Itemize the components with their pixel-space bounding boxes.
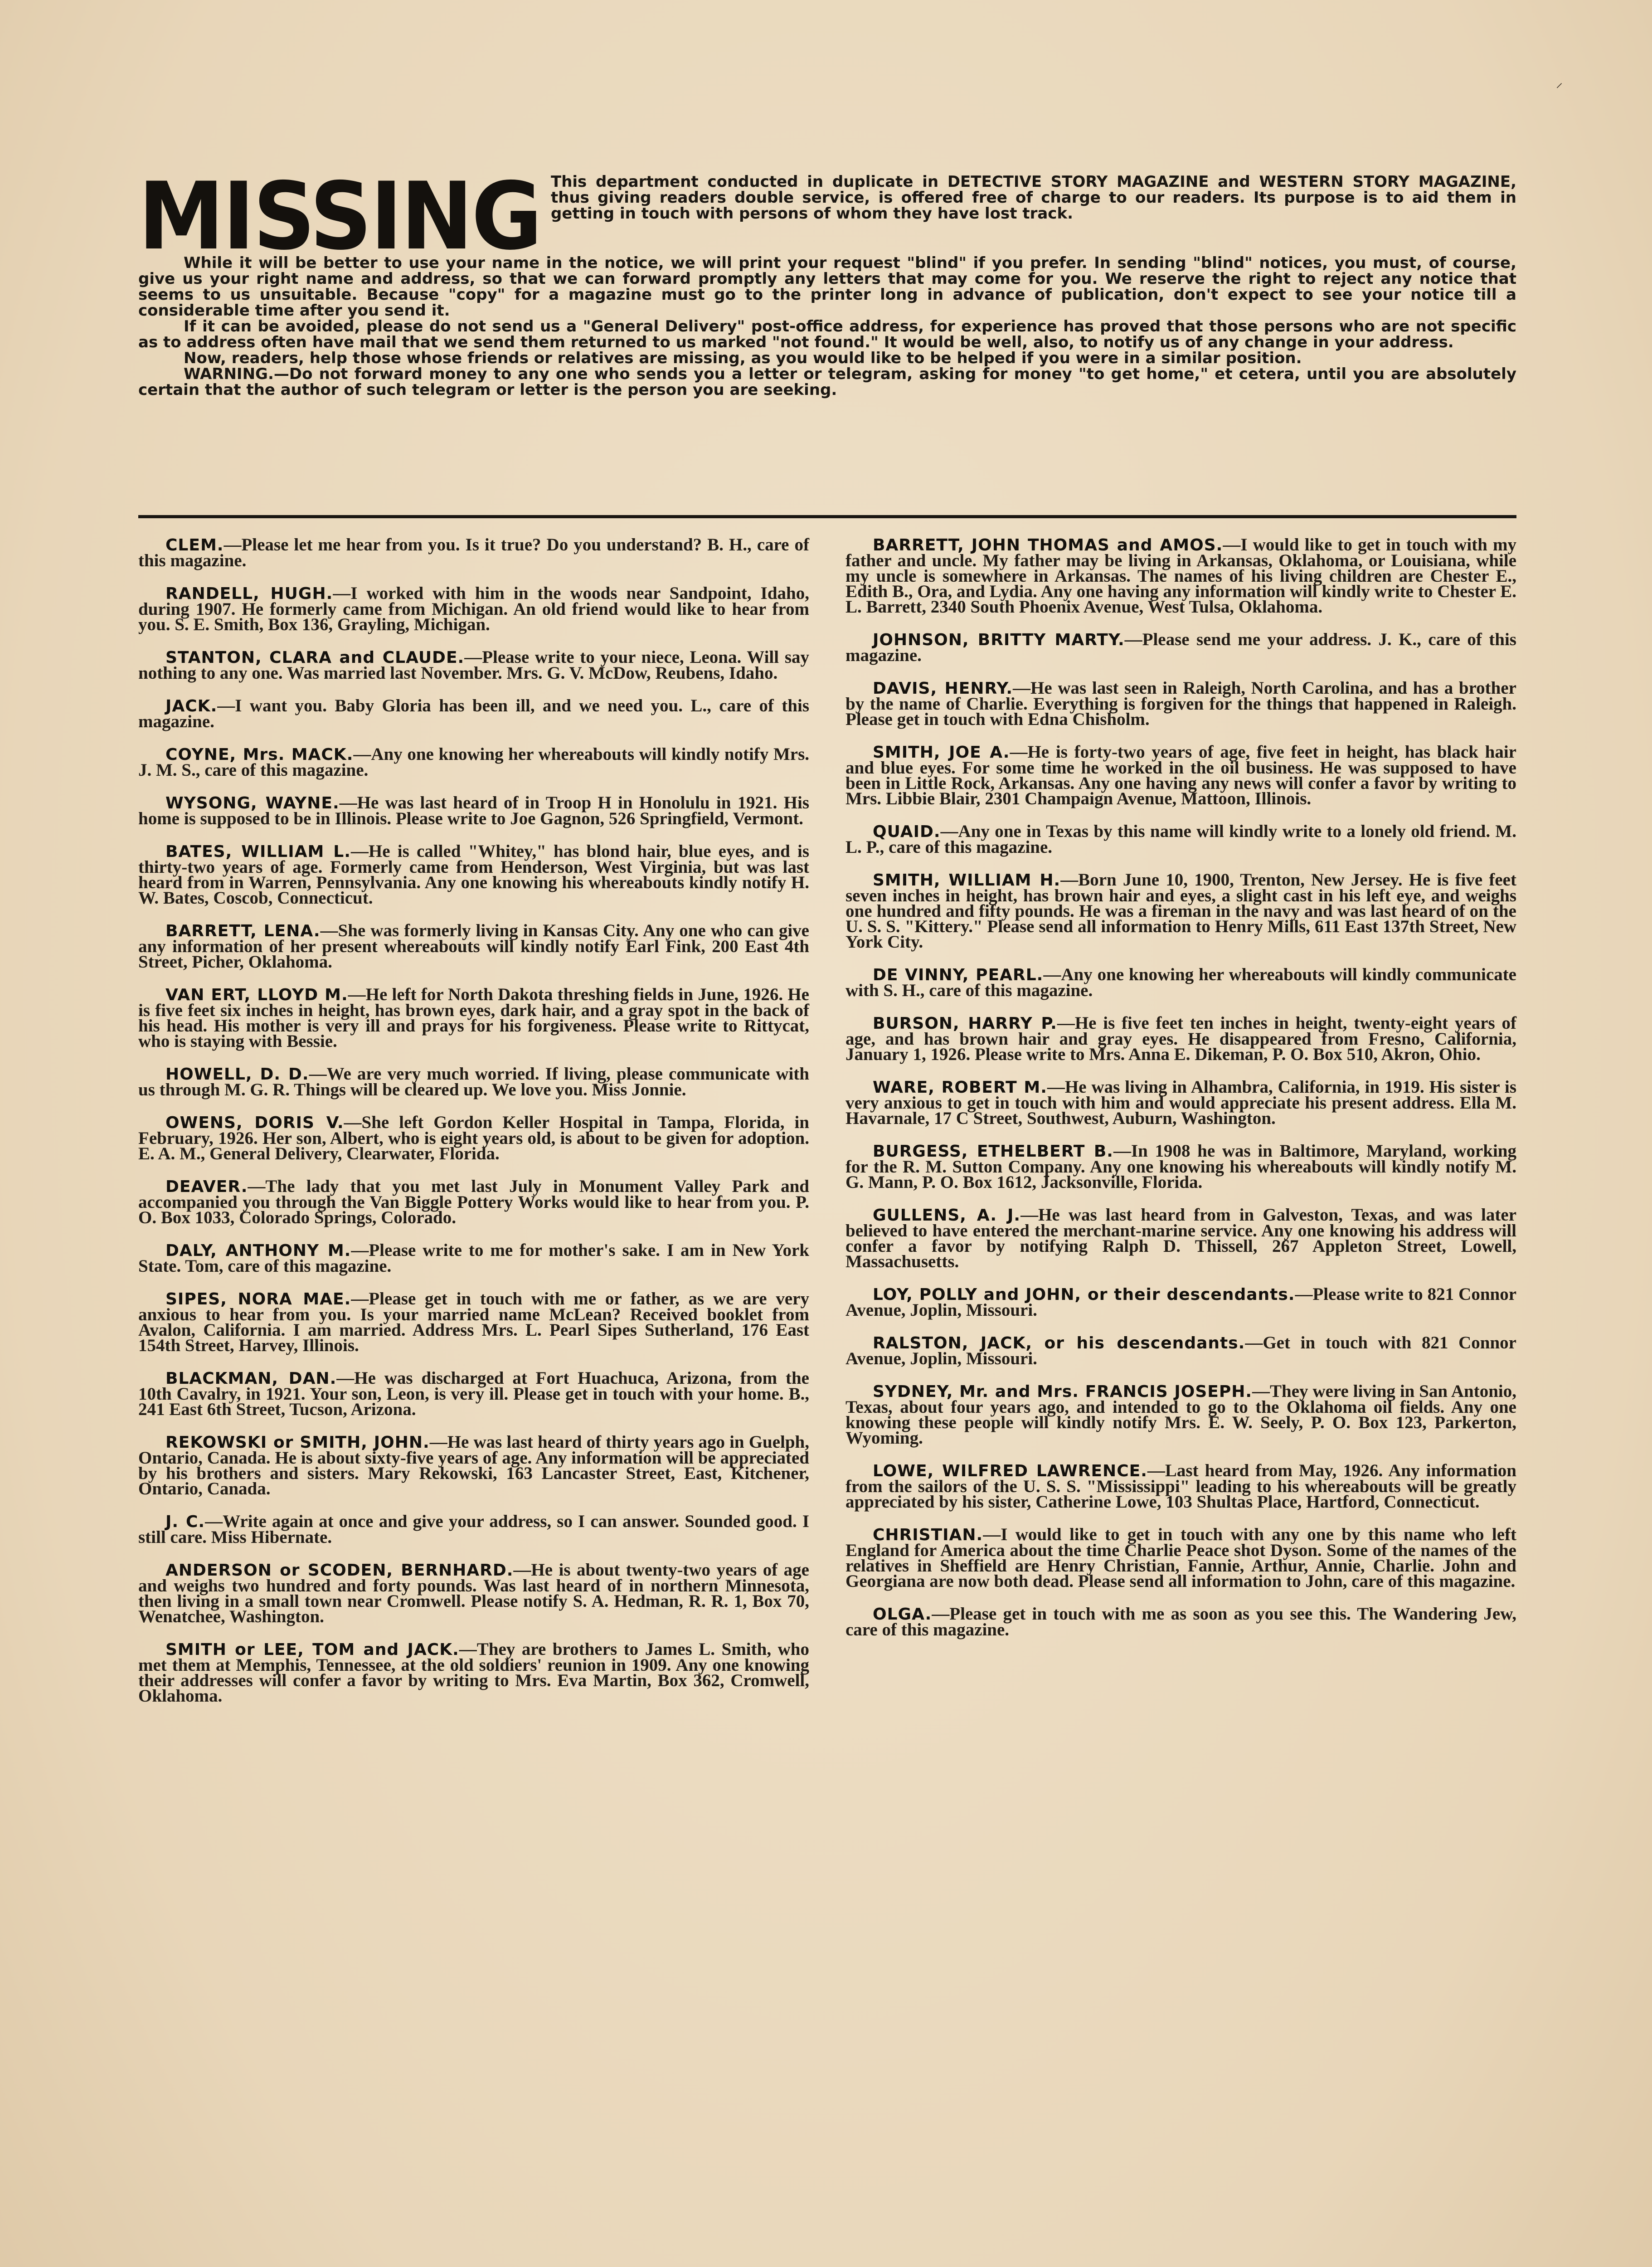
- notice-text: —In 1908 he was in Baltimore, Maryland, working for the R. M. Sutton Company. Any one knowing his whereabouts will kindly notify M. G. Mann, P. O. Box 1612, Jacksonville, Florida.: [845, 1141, 1516, 1192]
- missing-notice: [845, 1384, 1516, 1446]
- notice-text: —He was discharged at Fort Huachuca, Arizona, from the 10th Cavalry, in 1921. Your son, Leon, is very ill. Please get in touch with your home. B., 241 East 6th Street, Tucson, Arizona.: [138, 1368, 809, 1419]
- notice-text: —I would like to get in touch with any one by this name who left England for America about the time Charlie Peace shot Dyson. Some of the names of the relatives in Sheffield are Henry Christian, Fannie, Arthur, Annie, Charlie. John and Georgiana are now both dead. Please send all information to John, care of this magazine.: [845, 1525, 1516, 1591]
- corner-mark: ⸝: [1556, 75, 1563, 91]
- missing-notice: [845, 1284, 1517, 1320]
- missing-notice: [138, 1639, 809, 1706]
- notice-text: —He is called "Whitey," has blond hair, blue eyes, and is thirty-two years of age. Formerly came from Henderson, West Virginia, but was last heard from in Warren, Pennsylvania. Any one knowing his whereabouts kindly notify H. W. Bates, Coscob, Connecticut.: [138, 842, 809, 908]
- missing-notice: [138, 1243, 809, 1274]
- missing-notice: [138, 844, 809, 906]
- notice-text: —They were living in San Antonio, Texas, about four years ago, and intended to go to the Oklahoma oil fields. Any one knowing these people will kindly notify Mrs. E. W. Seely, P. O. Box 123, Parkerton, Wyoming.: [845, 1382, 1516, 1448]
- notice-name: WYSONG, WAYNE.: [165, 794, 340, 812]
- notice-name: JOHNSON, BRITTY MARTY.: [873, 631, 1125, 649]
- notice-name: CLEM.: [165, 536, 224, 555]
- notice-name: SYDNEY, Mr. and Mrs. FRANCIS JOSEPH.: [873, 1382, 1253, 1401]
- notice-text: —She was formerly living in Kansas City. Any one who can give any information of her present whereabouts will kindly notify Earl Fink, 200 East 4th Street, Picher, Oklahoma.: [138, 921, 809, 972]
- missing-notice: [845, 678, 1516, 729]
- notice-name: OLGA.: [873, 1605, 932, 1624]
- notice-text: —Any one in Texas by this name will kindly write to a lonely old friend. M. L. P., care of this magazine.: [845, 822, 1516, 857]
- missing-notice: [845, 872, 1516, 950]
- notice-text: —He is forty-two years of age, five feet in height, has black hair and blue eyes. For some time he worked in the oil business. He was supposed to have been in Little Rock, Arkansas. Any one having any news will confer a favor by writing to Mrs. Libbie Blair, 2301 Champaign Avenue, Mattoon, Illinois.: [845, 742, 1516, 808]
- missing-notice: [845, 537, 1516, 615]
- notice-text: —I worked with him in the woods near Sandpoint, Idaho, during 1907. He formerly came from Michigan. An old friend would like to hear from you. S. E. Smith, Box 136, Grayling, Michigan.: [138, 584, 809, 634]
- missing-notice: [138, 1066, 809, 1098]
- notice-text: —Please send me your address. J. K., care of this magazine.: [845, 630, 1516, 665]
- notice-text: —We are very much worried. If living, please communicate with us through M. G. R. Things will be cleared up. We love you. Miss Jonnie.: [138, 1064, 809, 1099]
- notice-name: BLACKMAN, DAN.: [165, 1369, 337, 1388]
- notice-text: —Please let me hear from you. Is it true? Do you understand? B. H., care of this magazine.: [138, 535, 809, 570]
- notice-text: —I want you. Baby Gloria has been ill, and we need you. L., care of this magazine.: [138, 696, 809, 731]
- missing-title: MISSING: [138, 163, 541, 271]
- notice-text: —Please write to me for mother's sake. I am in New York State. Tom, care of this magazine.: [138, 1241, 809, 1276]
- intro-first-paragraph: This department conducted in duplicate in DETECTIVE STORY MAGAZINE and WESTERN STORY MAGAZINE, thus giving readers double service, is offered free of charge to our readers. Its purpose is to aid them in getting in touch with persons of whom they have lost track.: [551, 173, 1516, 223]
- notice-text: —Please get in touch with me as soon as you see this. The Wandering Jew, care of this magazine.: [845, 1604, 1516, 1639]
- notice-name: BATES, WILLIAM L.: [165, 842, 351, 861]
- notice-name: DE VINNY, PEARL.: [873, 966, 1044, 984]
- notice-name: COYNE, Mrs. MACK.: [165, 745, 354, 764]
- missing-notice: [138, 1432, 809, 1498]
- notice-name: J. C.: [165, 1513, 205, 1531]
- notice-name: OWENS, DORIS V.: [165, 1114, 344, 1132]
- notice-text: —He was living in Alhambra, California, in 1919. His sister is very anxious to get in touch with him and would appreciate his present address. Ella M. Havarnale, 17 C Street, Southwest, Auburn, Washington.: [845, 1077, 1516, 1128]
- notice-name: BARRETT, LENA.: [165, 922, 321, 940]
- notice-name: RALSTON, JACK, or his descendants.: [873, 1334, 1245, 1352]
- header-divider: [138, 515, 1516, 518]
- missing-notice: [845, 1335, 1516, 1367]
- notice-name: DALY, ANTHONY M.: [165, 1241, 351, 1260]
- missing-notice: [845, 824, 1516, 855]
- notice-name: STANTON, CLARA and CLAUDE.: [165, 648, 465, 667]
- notice-name: REKOWSKI or SMITH, JOHN.: [165, 1433, 430, 1452]
- notice-text: —He was last heard of in Troop H in Honolulu in 1921. His home is supposed to be in Illinois. Please write to Joe Gagnon, 526 Springfield, Vermont.: [138, 793, 809, 828]
- notice-text: —I would like to get in touch with my father and uncle. My father may be living in Arkansas, Oklahoma, or Louisiana, while my uncle is somewhere in Arkansas. The names of his living children are Chester E., Edith B., Ora, and Lydia. Any one having any information will kindly write to Chester E. L. Barrett, 2340 South Phoenix Avenue, West Tulsa, Oklahoma.: [845, 535, 1516, 617]
- notice-text: —Born June 10, 1900, Trenton, New Jersey. He is five feet seven inches in height, has brown hair and eyes, a slight cast in his left eye, and weighs one hundred and fifty pounds. He was a fireman in the navy and was last heard of on the U. S. S. "Kittery." Please send all information to Henry Mills, 611 East 137th Street, New York City.: [845, 870, 1516, 952]
- notice-name: BURGESS, ETHELBERT B.: [873, 1142, 1113, 1161]
- right-column: [845, 537, 1516, 1655]
- missing-notice: [845, 744, 1516, 807]
- notice-name: GULLENS, A. J.: [873, 1206, 1021, 1225]
- notice-text: —She left Gordon Keller Hospital in Tampa, Florida, in February, 1926. Her son, Albert, who is eight years old, is about to be given for adoption. E. A. M., General Delivery, Clearwater, Florida.: [138, 1113, 809, 1163]
- missing-notice: [138, 987, 809, 1049]
- notice-text: —He was last heard from in Galveston, Texas, and was later believed to have entered the merchant-marine service. Any one knowing his address will confer a favor by notifying Ralph D. Thissell, 267 Appleton Street, Lowell, Massachusetts.: [845, 1205, 1517, 1271]
- notice-name: LOY, POLLY and JOHN, or their descendants.: [873, 1285, 1295, 1304]
- left-column: [138, 537, 809, 1721]
- notice-text: —Any one knowing her whereabouts will kindly notify Mrs. J. M. S., care of this magazine.: [138, 744, 809, 780]
- notice-text: —He was last seen in Raleigh, North Carolina, and has a brother by the name of Charlie. Everything is forgiven for the things that happened in Raleigh. Please get in touch with Edna Chisholm.: [845, 678, 1516, 729]
- missing-notice: [138, 1562, 809, 1625]
- intro-paragraph: While it will be better to use your name in the notice, we will print your request "blind" if you prefer. In sending "blind" notices, you must, of course, give us your right name and address, so that we can forward promptly any letters that may come for you. We reserve the right to reject any notice that seems to us unsuitable. Because "copy" for a magazine must go to the printer long in advance of publication, don't expect to see your notice till a considerable time after you send it.: [138, 254, 1516, 320]
- notice-text: —Please write to 821 Connor Avenue, Joplin, Missouri.: [845, 1284, 1517, 1320]
- notice-text: —Please get in touch with me or father, as we are very anxious to hear from you. Is your married name McLean? Received booklet from Avalon, California. I am married. Address Mrs. L. Pearl Sipes Sutherland, 176 East 154th Street, Harvey, Illinois.: [138, 1289, 809, 1355]
- notice-text: —He left for North Dakota threshing fields in June, 1926. He is five feet six inches in height, has brown eyes, dark hair, and a gray spot in the back of his head. His mother is very ill and prays for his forgiveness. Please write to Rittycat, who is staying with Bessie.: [138, 985, 809, 1051]
- notice-name: SMITH, WILLIAM H.: [873, 871, 1061, 890]
- missing-notice: [138, 647, 810, 683]
- notice-name: DEAVER.: [165, 1177, 248, 1196]
- notice-text: —Last heard from May, 1926. Any information from the sailors of the U. S. S. "Mississippi" leading to his whereabouts will be greatly appreciated by his sister, Catherine Lowe, 103 Shultas Place, Hartford, Connecticut.: [845, 1461, 1516, 1512]
- notice-name: DAVIS, HENRY.: [873, 679, 1013, 698]
- notice-text: —Write again at once and give your address, so I can answer. Sounded good. I still care. Miss Hibernate.: [138, 1512, 810, 1547]
- missing-header: [138, 163, 1516, 489]
- notice-name: BARRETT, JOHN THOMAS and AMOS.: [873, 536, 1223, 555]
- missing-notice: [845, 632, 1516, 663]
- missing-notice: [138, 1115, 809, 1162]
- missing-notice: [138, 1291, 809, 1353]
- missing-notice: [845, 1077, 1516, 1128]
- notice-text: —Any one knowing her whereabouts will kindly communicate with S. H., care of this magazine.: [845, 965, 1516, 1000]
- missing-notice: [138, 1514, 809, 1545]
- missing-notice: [138, 744, 809, 780]
- intro-paragraphs: [138, 255, 1516, 398]
- notice-name: BURSON, HARRY P.: [873, 1014, 1057, 1033]
- missing-notice: [138, 1368, 809, 1419]
- notice-name: JACK.: [165, 697, 218, 715]
- notice-name: QUAID.: [873, 822, 941, 841]
- missing-notice: [138, 795, 809, 827]
- missing-notice: [845, 1606, 1516, 1638]
- notice-text: —The lady that you met last July in Monument Valley Park and accompanied you through the Van Biggle Pottery Works would like to hear from you. P. O. Box 1033, Colorado Springs, Colorado.: [138, 1177, 809, 1227]
- notice-text: —Get in touch with 821 Connor Avenue, Joplin, Missouri.: [845, 1333, 1516, 1368]
- missing-notice: [845, 1463, 1516, 1510]
- missing-notice: [845, 1143, 1516, 1190]
- missing-notice: [138, 586, 809, 632]
- notice-name: SMITH or LEE, TOM and JACK.: [165, 1640, 459, 1659]
- notice-text: —He was last heard of thirty years ago in Guelph, Ontario, Canada. He is about sixty-five years of age. Any information will be appreciated by his brothers and sisters. Mary Rekowski, 163 Lancaster Street, East, Kitchener, Ontario, Canada.: [138, 1432, 809, 1498]
- missing-notice: [845, 967, 1516, 998]
- notice-name: HOWELL, D. D.: [165, 1065, 309, 1084]
- notice-name: RANDELL, HUGH.: [165, 584, 333, 603]
- missing-notice: [845, 1527, 1516, 1589]
- notice-name: SMITH, JOE A.: [873, 743, 1010, 762]
- warning-paragraph: WARNING.—Do not forward money to any one who sends you a letter or telegram, asking for money "to get home," et cetera, until you are absolutely certain that the author of such telegram or letter is the person you are seeking.: [138, 365, 1516, 399]
- notice-name: SIPES, NORA MAE.: [165, 1290, 351, 1309]
- notice-name: CHRISTIAN.: [873, 1526, 983, 1544]
- notice-text: —They are brothers to James L. Smith, who met them at Memphis, Tennessee, at the old soldiers' reunion in 1909. Any one knowing their addresses will confer a favor by writing to Mrs. Eva Martin, Box 362, Cromwell, Oklahoma.: [138, 1639, 809, 1706]
- intro-paragraph: If it can be avoided, please do not send us a "General Delivery" post-office address, for experience has proved that those persons who are not specific as to address often have mail that we send them returned to us marked "not found." It would be well, also, to notify us of any change in your address.: [138, 317, 1516, 351]
- missing-notice: [138, 923, 809, 970]
- notice-text: —He is about twenty-two years of age and weighs two hundred and forty pounds. Was last heard of in northern Minnesota, then living in a small town near Cromwell. Please notify S. A. Hedman, R. R. 1, Box 70, Wenatchee, Washington.: [138, 1560, 809, 1626]
- missing-notice: [845, 1207, 1516, 1270]
- missing-notice: [138, 537, 809, 569]
- missing-notice: [138, 698, 809, 730]
- notice-text: —Please write to your niece, Leona. Will say nothing to any one. Was married last November. Mrs. G. V. McDow, Reubens, Idaho.: [138, 647, 810, 683]
- missing-notice: [845, 1013, 1516, 1064]
- notice-text: —He is five feet ten inches in height, twenty-eight years of age, and has brown hair and gray eyes. He disappeared from Fresno, California, January 1, 1926. Please write to Mrs. Anna E. Dikeman, P. O. Box 510, Akron, Ohio.: [845, 1013, 1516, 1064]
- notice-name: VAN ERT, LLOYD M.: [165, 986, 348, 1004]
- notice-name: WARE, ROBERT M.: [873, 1078, 1047, 1097]
- missing-notice: [138, 1179, 809, 1226]
- intro-paragraph: Now, readers, help those whose friends or relatives are missing, as you would like to be helped if you were in a similar position.: [184, 349, 1302, 367]
- notice-name: LOWE, WILFRED LAWRENCE.: [873, 1462, 1147, 1480]
- notice-name: ANDERSON or SCODEN, BERNHARD.: [165, 1561, 514, 1580]
